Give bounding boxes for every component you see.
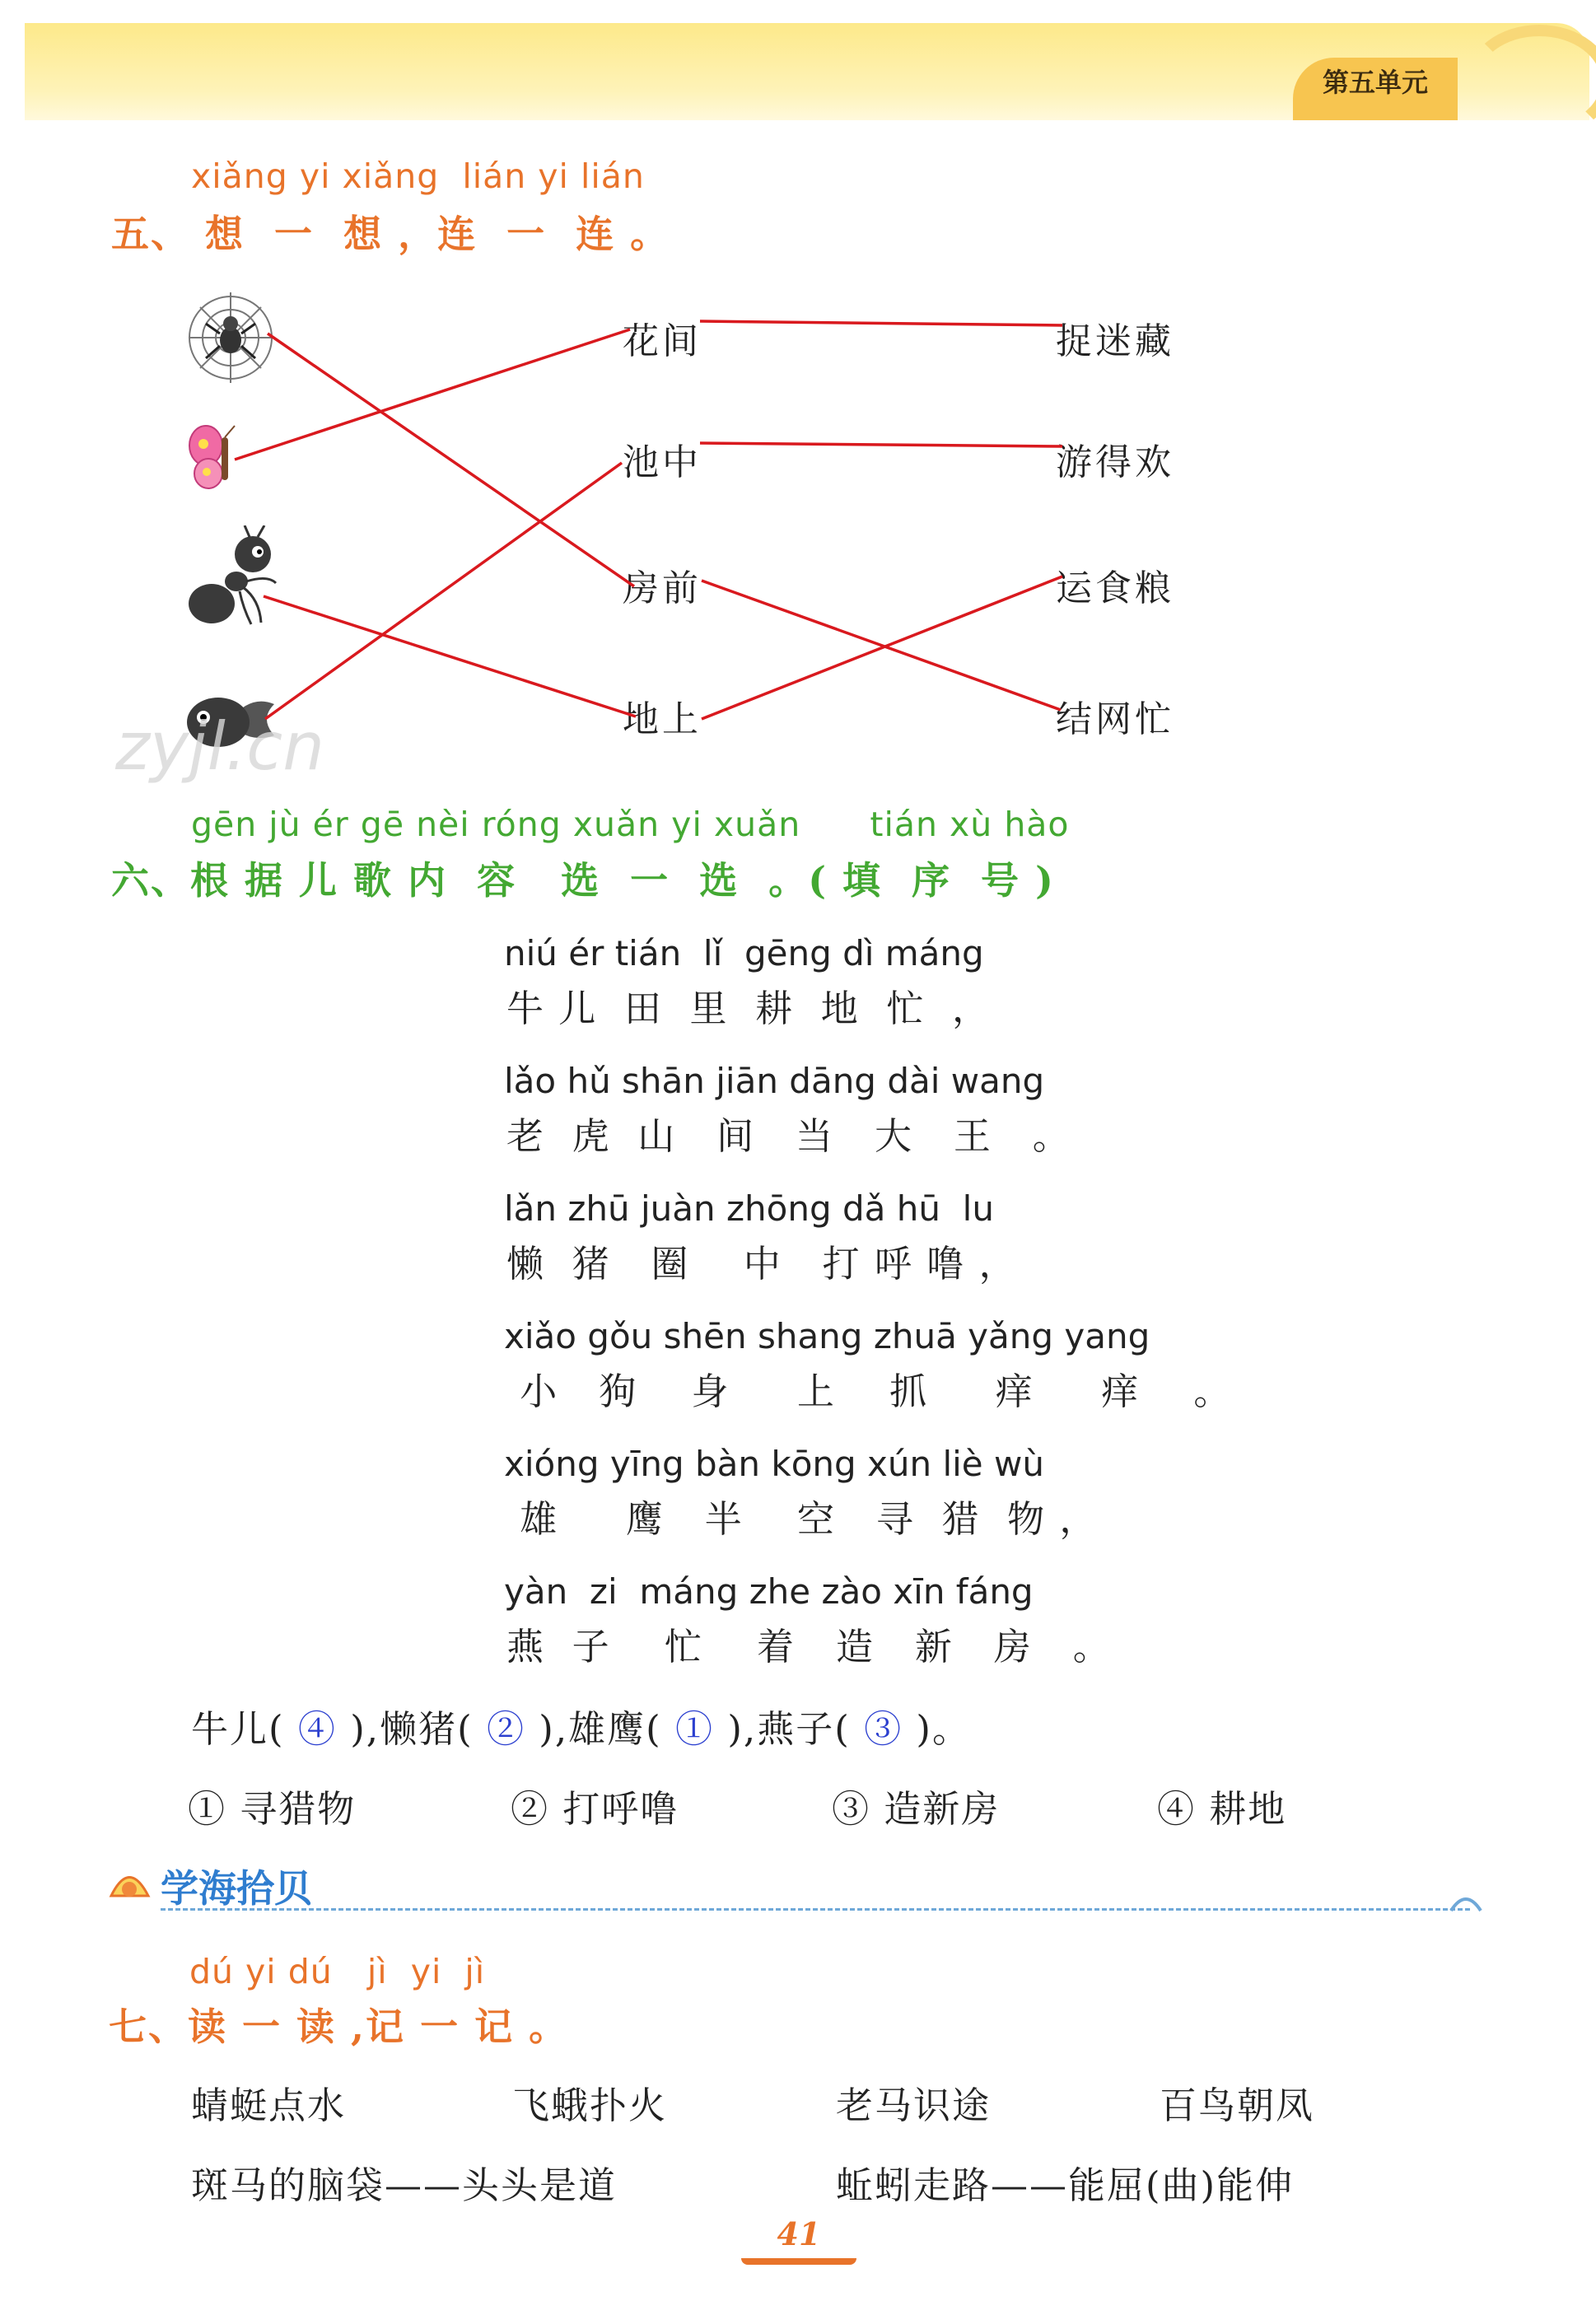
saying-2: 蚯蚓走路——能屈(曲)能伸 (836, 2163, 1295, 2207)
answer-xiongying: ① (675, 1707, 715, 1751)
middle-word-2: 池中 (623, 441, 702, 483)
section5-pinyin: xiǎng yi xiǎng lián yi lián (191, 156, 645, 196)
section7-pinyin: dú yi dú jì yi jì (189, 1952, 486, 1991)
fill-in-answers: 牛儿( ④ ),懒猪( ② ),雄鹰( ① ),燕子( ③ )。 (191, 1707, 971, 1751)
poem-pinyin-3: lǎn zhū juàn zhōng dǎ hū lu (504, 1188, 994, 1229)
idiom-3: 老马识途 (836, 2084, 992, 2127)
idiom-4: 百鸟朝凤 (1160, 2084, 1315, 2127)
poem-line-4: 小 狗 身 上 抓 痒 痒 。 (506, 1370, 1233, 1413)
poem-line-5: 雄 鹰 半 空 寻 猎 物 ， (506, 1497, 1099, 1541)
section6-pinyin: gēn jù ér gē nèi róng xuǎn yi xuǎn tián xù hào (191, 805, 1070, 844)
line-huajian-zhuomicang (700, 321, 1062, 325)
poem-pinyin-5: xióng yīng bàn kōng xún liè wù (504, 1444, 1044, 1484)
line-tadpole-chizhong (265, 463, 622, 719)
poem-pinyin-2: lǎo hǔ shān jiān dāng dài wang (504, 1061, 1045, 1101)
poem-pinyin-1: niú ér tián lǐ gēng dì máng (504, 933, 984, 973)
line-ant-dishang (264, 596, 636, 716)
line-butterfly-huajian (235, 329, 630, 460)
poem-pinyin-4: xiǎo gǒu shēn shang zhuā yǎng yang (504, 1316, 1150, 1356)
dashed-divider (161, 1908, 1470, 1911)
idiom-1: 蜻蜓点水 (191, 2084, 347, 2127)
line-fangqian-jiewangmang (702, 581, 1061, 710)
middle-word-3: 房前 (623, 567, 702, 609)
shell-title: 学海拾贝 (161, 1866, 312, 1911)
answer-niuer: ④ (297, 1707, 337, 1751)
page-number: 41 (777, 2215, 821, 2252)
unit-label: 第五单元 (1293, 58, 1458, 120)
option-2: ② 打呼噜 (511, 1787, 679, 1831)
poem-line-6: 燕 子 忙 着 造 新 房 。 (506, 1625, 1112, 1669)
right-word-2: 游得欢 (1056, 441, 1174, 483)
poem-line-3: 懒 猪 圈 中 打 呼 噜 ， (506, 1242, 1018, 1286)
section7-title: 七、读 一 读 ,记 一 记 。 (109, 2005, 569, 2049)
shell-icon (107, 1863, 152, 1904)
line-chizhong-youdehuan (700, 443, 1062, 446)
connection-lines (0, 0, 1596, 824)
idiom-2: 飞蛾扑火 (512, 2084, 668, 2127)
middle-word-1: 花间 (623, 320, 702, 362)
answer-lanzhu: ② (486, 1707, 525, 1751)
line-spider-fangqian (268, 334, 634, 586)
section5-title: 五、 想 一 想 ，连 一 连 。 (111, 212, 670, 256)
right-word-4: 结网忙 (1056, 698, 1174, 740)
poem-line-1: 牛 儿 田 里 耕 地 忙 ， (506, 987, 991, 1030)
right-word-1: 捉迷藏 (1056, 320, 1174, 362)
option-1: ① 寻猎物 (188, 1787, 357, 1831)
answer-yanzi: ③ (864, 1707, 903, 1751)
option-4: ④ 耕地 (1157, 1787, 1287, 1831)
saying-1: 斑马的脑袋——头头是道 (191, 2163, 618, 2207)
poem-pinyin-6: yàn zi máng zhe zào xīn fáng (504, 1571, 1034, 1612)
line-dishang-yunshiliang (702, 576, 1062, 719)
poem-line-2: 老 虎 山 间 当 大 王 。 (506, 1114, 1071, 1158)
watermark: zyjl.cn (115, 708, 324, 785)
option-3: ③ 造新房 (832, 1787, 1001, 1831)
section6-title: 六、根 据 儿 歌 内 容 选 一 选 。( 填 序 号 ) (111, 858, 1055, 903)
middle-word-4: 地上 (623, 698, 702, 740)
wave-icon (1449, 1888, 1482, 1914)
page-number-underline (741, 2258, 856, 2265)
right-word-3: 运食粮 (1056, 567, 1174, 609)
